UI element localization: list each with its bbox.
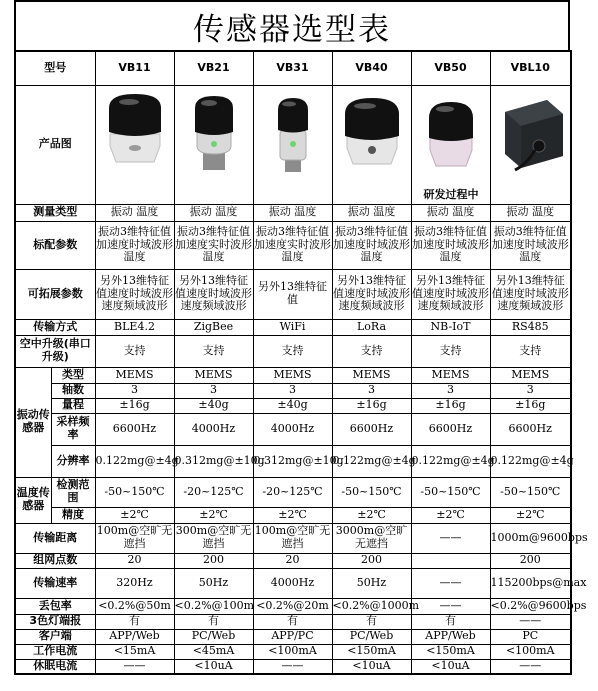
row-label: 空中升级(串口升级) xyxy=(15,335,95,367)
table-cell: ±2℃ xyxy=(95,507,174,523)
table-cell: 有 xyxy=(174,614,253,629)
table-cell: 支持 xyxy=(95,335,174,367)
table-cell: 1000m@9600bps xyxy=(490,523,571,553)
table-cell: 支持 xyxy=(253,335,332,367)
row-label: 丢包率 xyxy=(15,598,95,614)
table-cell: 4000Hz xyxy=(253,568,332,598)
table-cell: 200 xyxy=(174,553,253,568)
table-cell: APP/Web xyxy=(95,629,174,644)
table-cell: 3 xyxy=(95,383,174,398)
row-label: 轴数 xyxy=(51,383,95,398)
row-label: 测量类型 xyxy=(15,204,95,221)
table-cell: ±2℃ xyxy=(411,507,490,523)
table-cell: <10uA xyxy=(174,659,253,674)
table-cell: -50~150℃ xyxy=(95,477,174,507)
table-cell: 振动 温度 xyxy=(174,204,253,221)
table-cell: —— xyxy=(411,598,490,614)
vb50-product-image xyxy=(412,86,491,204)
temperature-sensor-group-label: 温度传感器 xyxy=(15,477,51,523)
table-cell: 4000Hz xyxy=(253,413,332,445)
model-cell: VB50 xyxy=(411,51,490,85)
vib-axes-row xyxy=(15,383,571,398)
table-cell: <15mA xyxy=(95,644,174,659)
table-cell: -50~150℃ xyxy=(490,477,571,507)
distance-row xyxy=(15,523,571,553)
table-cell: 3 xyxy=(174,383,253,398)
table-cell: <0.2%@20m xyxy=(253,598,332,614)
product-image-cell xyxy=(411,85,490,204)
table-cell: MEMS xyxy=(95,367,174,383)
vb21-product-image xyxy=(175,86,254,204)
table-cell: <0.2%@9600bps xyxy=(490,598,571,614)
table-cell: 有 xyxy=(95,614,174,629)
row-label: 传输方式 xyxy=(15,319,95,335)
table-cell: 0.122mg@±4g xyxy=(490,445,571,477)
transport-row xyxy=(15,319,571,335)
table-cell: 振动3维特征值加速度时域波形温度 xyxy=(411,221,490,269)
table-cell: 振动 温度 xyxy=(253,204,332,221)
table-cell: 6600Hz xyxy=(411,413,490,445)
table-cell xyxy=(411,553,490,568)
table-cell: 3 xyxy=(490,383,571,398)
table-cell: 3 xyxy=(253,383,332,398)
table-cell: -50~150℃ xyxy=(411,477,490,507)
row-label: 采样频率 xyxy=(51,413,95,445)
table-cell: -50~150℃ xyxy=(332,477,411,507)
vb11-product-image xyxy=(96,86,175,204)
table-cell: —— xyxy=(253,659,332,674)
table-cell: 50Hz xyxy=(174,568,253,598)
table-cell: 0.312mg@±10g xyxy=(253,445,332,477)
product-image-cell xyxy=(490,85,571,204)
table-cell: ±16g xyxy=(95,398,174,413)
row-label: 传输速率 xyxy=(15,568,95,598)
table-cell: 3000m@空旷无遮挡 xyxy=(332,523,411,553)
table-cell: 有 xyxy=(332,614,411,629)
page-title: 传感器选型表 xyxy=(14,0,570,50)
product-image-cell xyxy=(332,85,411,204)
vib-resolution-row xyxy=(15,445,571,477)
model-cell: VB11 xyxy=(95,51,174,85)
image-row xyxy=(15,85,571,204)
table-cell: <0.2%@1000m xyxy=(332,598,411,614)
table-cell: —— xyxy=(490,659,571,674)
table-cell: 振动3维特征值加速度实时波形温度 xyxy=(174,221,253,269)
table-cell: APP/Web xyxy=(411,629,490,644)
table-cell: 振动 温度 xyxy=(411,204,490,221)
vib-type-row xyxy=(15,367,571,383)
table-cell: 100m@空旷无遮挡 xyxy=(253,523,332,553)
table-cell: ±2℃ xyxy=(332,507,411,523)
vib-range-row xyxy=(15,398,571,413)
row-label: 休眠电流 xyxy=(15,659,95,674)
table-cell: 200 xyxy=(490,553,571,568)
client-row xyxy=(15,629,571,644)
table-cell: RS485 xyxy=(490,319,571,335)
table-cell: 另外13维特征值 xyxy=(253,269,332,319)
model-cell: VBL10 xyxy=(490,51,571,85)
table-cell: —— xyxy=(490,614,571,629)
table-cell: ±16g xyxy=(411,398,490,413)
nodes-row xyxy=(15,553,571,568)
table-cell: <0.2%@100m xyxy=(174,598,253,614)
table-cell: 支持 xyxy=(332,335,411,367)
table-cell: -20~125℃ xyxy=(253,477,332,507)
table-cell: 支持 xyxy=(411,335,490,367)
row-label: 检测范围 xyxy=(51,477,95,507)
table-cell: 有 xyxy=(411,614,490,629)
table-cell: 另外13维特征值速度时域波形速度频域波形 xyxy=(411,269,490,319)
vb31-product-image xyxy=(254,86,333,204)
table-cell: <100mA xyxy=(253,644,332,659)
row-label: 工作电流 xyxy=(15,644,95,659)
work-current-row xyxy=(15,644,571,659)
table-cell: <10uA xyxy=(411,659,490,674)
table-cell: <45mA xyxy=(174,644,253,659)
table-cell: ±16g xyxy=(490,398,571,413)
table-cell: —— xyxy=(95,659,174,674)
vbl10-product-image xyxy=(491,86,572,204)
table-cell: 20 xyxy=(95,553,174,568)
temp-accuracy-row xyxy=(15,507,571,523)
table-cell: ±16g xyxy=(332,398,411,413)
table-cell: 振动 温度 xyxy=(490,204,571,221)
table-cell: 有 xyxy=(253,614,332,629)
row-label: 标配参数 xyxy=(15,221,95,269)
product-image-cell xyxy=(174,85,253,204)
table-cell: APP/PC xyxy=(253,629,332,644)
table-cell: <150mA xyxy=(411,644,490,659)
ota-row xyxy=(15,335,571,367)
table-cell: —— xyxy=(411,523,490,553)
table-cell: 6600Hz xyxy=(490,413,571,445)
table-cell: ±2℃ xyxy=(490,507,571,523)
table-cell: 320Hz xyxy=(95,568,174,598)
table-cell: 115200bps@max xyxy=(490,568,571,598)
table-cell: 另外13维特征值速度时域波形速度频域波形 xyxy=(332,269,411,319)
table-cell: LoRa xyxy=(332,319,411,335)
row-label: 分辨率 xyxy=(51,445,95,477)
table-cell: 另外13维特征值速度时域波形速度频域波形 xyxy=(174,269,253,319)
table-cell: 振动 温度 xyxy=(95,204,174,221)
vib-rate-row xyxy=(15,413,571,445)
table-cell: 另外13维特征值速度时域波形速度频域波形 xyxy=(95,269,174,319)
led-row xyxy=(15,614,571,629)
standard-params-row xyxy=(15,221,571,269)
vibration-sensor-group-label: 振动传感器 xyxy=(15,367,51,477)
table-cell: ±40g xyxy=(253,398,332,413)
table-cell: <150mA xyxy=(332,644,411,659)
row-label: 精度 xyxy=(51,507,95,523)
speed-row xyxy=(15,568,571,598)
table-cell: 振动 温度 xyxy=(332,204,411,221)
table-cell: MEMS xyxy=(411,367,490,383)
table-cell: —— xyxy=(411,568,490,598)
table-cell: ±40g xyxy=(174,398,253,413)
table-cell: 6600Hz xyxy=(332,413,411,445)
table-cell: 振动3维特征值加速度实时波形温度 xyxy=(253,221,332,269)
model-label: 型号 xyxy=(15,51,95,85)
table-cell: 0.122mg@±4g xyxy=(95,445,174,477)
table-cell: 4000Hz xyxy=(174,413,253,445)
sensor-spec-table xyxy=(14,50,588,675)
table-cell: 50Hz xyxy=(332,568,411,598)
table-cell: ZigBee xyxy=(174,319,253,335)
table-cell: 振动3维特征值加速度时域波形温度 xyxy=(332,221,411,269)
table-cell: BLE4.2 xyxy=(95,319,174,335)
sleep-current-row xyxy=(15,659,571,674)
expand-params-row xyxy=(15,269,571,319)
table-cell: 3 xyxy=(411,383,490,398)
model-cell: VB31 xyxy=(253,51,332,85)
table-cell: 300m@空旷无遮挡 xyxy=(174,523,253,553)
temp-range-row xyxy=(15,477,571,507)
row-label: 传输距离 xyxy=(15,523,95,553)
packet-loss-row xyxy=(15,598,571,614)
table-cell: 0.122mg@±4g xyxy=(332,445,411,477)
product-image-cell xyxy=(95,85,174,204)
table-cell: -20~125℃ xyxy=(174,477,253,507)
table-cell: MEMS xyxy=(253,367,332,383)
image-caption: 研发过程中 xyxy=(423,187,478,201)
table-cell: 0.122mg@±4g xyxy=(411,445,490,477)
product-image-cell xyxy=(253,85,332,204)
row-label: 可拓展参数 xyxy=(15,269,95,319)
row-label: 量程 xyxy=(51,398,95,413)
table-cell: MEMS xyxy=(490,367,571,383)
row-label: 类型 xyxy=(51,367,95,383)
table-cell: 100m@空旷无遮挡 xyxy=(95,523,174,553)
table-cell: 振动3维特征值加速度时域波形温度 xyxy=(490,221,571,269)
table-cell: <10uA xyxy=(332,659,411,674)
model-row xyxy=(15,51,571,85)
image-label: 产品图 xyxy=(15,85,95,204)
table-cell: PC xyxy=(490,629,571,644)
table-cell: 支持 xyxy=(174,335,253,367)
model-cell: VB21 xyxy=(174,51,253,85)
table-cell: NB-IoT xyxy=(411,319,490,335)
table-cell: MEMS xyxy=(174,367,253,383)
table-cell: <100mA xyxy=(490,644,571,659)
table-cell: 振动3维特征值加速度时域波形温度 xyxy=(95,221,174,269)
measure-type-row xyxy=(15,204,571,221)
table-cell: PC/Web xyxy=(174,629,253,644)
table-cell: 20 xyxy=(253,553,332,568)
row-label: 组网点数 xyxy=(15,553,95,568)
table-cell: 0.312mg@±10g xyxy=(174,445,253,477)
table-cell: ±2℃ xyxy=(253,507,332,523)
table-cell: WiFi xyxy=(253,319,332,335)
table-cell: 3 xyxy=(332,383,411,398)
model-cell: VB40 xyxy=(332,51,411,85)
row-label: 3色灯端报 xyxy=(15,614,95,629)
vb40-product-image xyxy=(333,86,412,204)
table-cell: ±2℃ xyxy=(174,507,253,523)
table-cell: MEMS xyxy=(332,367,411,383)
table-cell: PC/Web xyxy=(332,629,411,644)
row-label: 客户端 xyxy=(15,629,95,644)
table-cell: 6600Hz xyxy=(95,413,174,445)
table-cell: 200 xyxy=(332,553,411,568)
table-cell: 支持 xyxy=(490,335,571,367)
table-cell: <0.2%@50m xyxy=(95,598,174,614)
table-cell: 另外13维特征值速度时域波形速度频域波形 xyxy=(490,269,571,319)
